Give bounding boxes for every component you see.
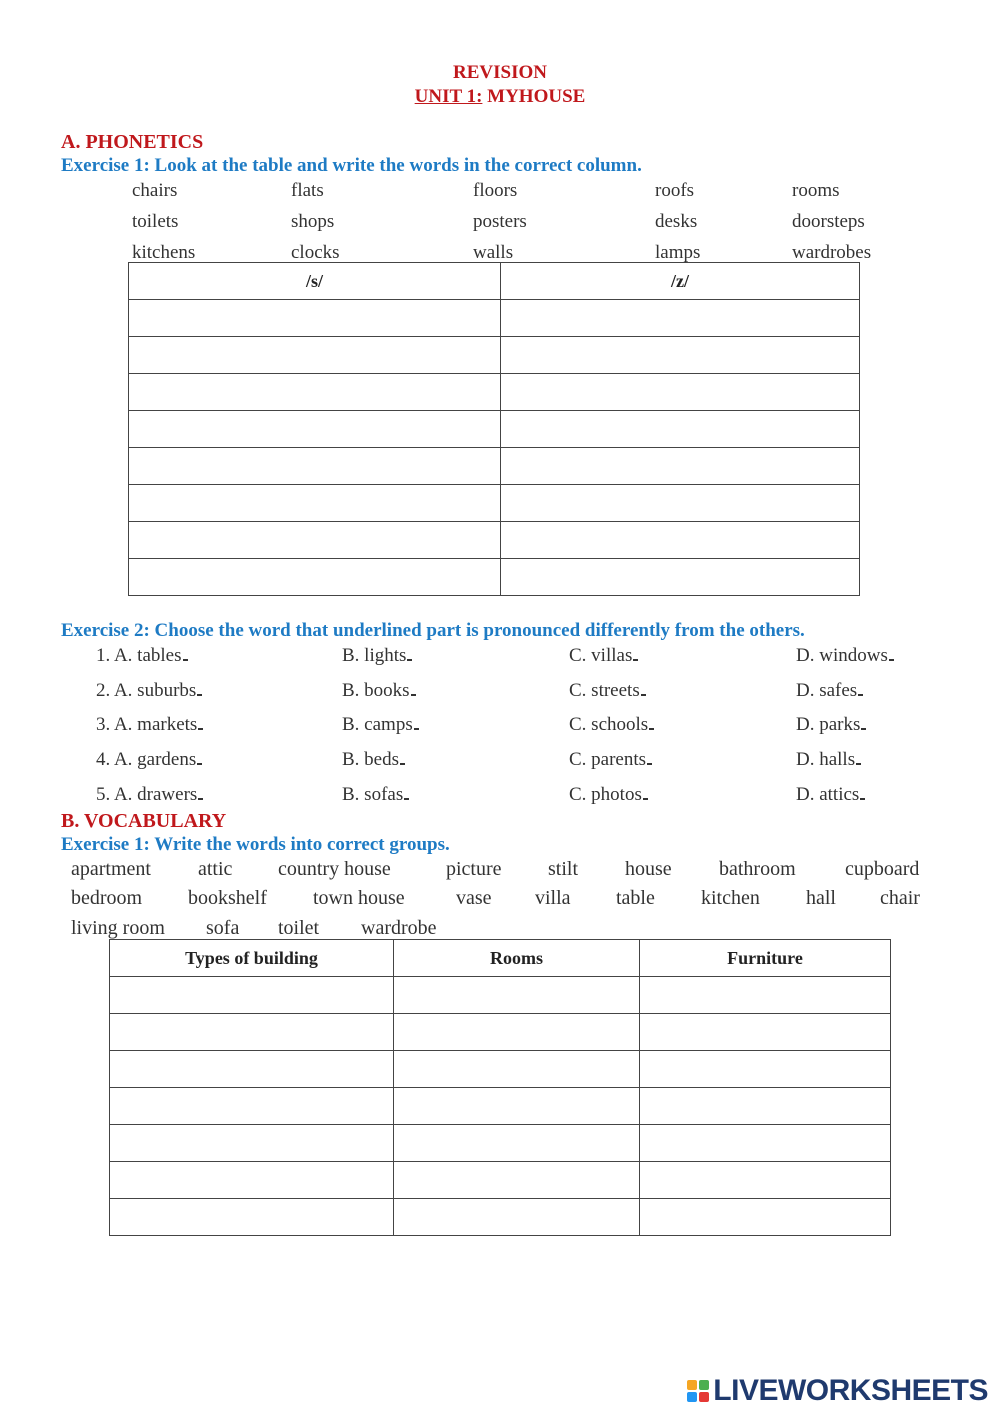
answer-cell-s[interactable]	[129, 448, 501, 485]
answer-cell-rooms[interactable]	[394, 1162, 640, 1199]
answer-row	[129, 337, 860, 374]
answer-cell-rooms[interactable]	[394, 977, 640, 1014]
question-option[interactable]	[796, 784, 865, 806]
underline-mark	[643, 794, 648, 800]
answer-cell-building[interactable]	[110, 1051, 394, 1088]
vocab-word: wardrobe	[361, 917, 437, 939]
word-bank-item: flats	[291, 180, 324, 201]
option-label: B. camps	[342, 714, 413, 736]
underline-mark	[649, 724, 654, 730]
header-rooms: Rooms	[394, 940, 640, 977]
question-option[interactable]	[569, 749, 652, 771]
table-header-row	[110, 940, 891, 977]
underline-mark	[198, 724, 203, 730]
vocab-word: attic	[198, 858, 233, 880]
vocab-word: vase	[456, 887, 492, 909]
vocab-word: table	[616, 887, 655, 909]
word-bank-item: walls	[473, 242, 514, 263]
question-option[interactable]	[342, 749, 405, 771]
header-s: /s/	[129, 263, 501, 300]
question-option[interactable]	[96, 749, 202, 771]
underline-mark	[197, 690, 202, 696]
word-bank-item: toilets	[132, 211, 179, 232]
vocab-word: toilet	[278, 917, 320, 939]
option-label: C. villas	[569, 645, 633, 666]
vocab-word: town house	[313, 887, 405, 909]
answer-row	[129, 559, 860, 596]
answer-cell-z[interactable]	[501, 448, 860, 485]
answer-cell-building[interactable]	[110, 1162, 394, 1199]
option-label: C. streets	[569, 679, 640, 701]
question-option[interactable]	[569, 714, 654, 736]
vocab-word: sofa	[206, 917, 240, 939]
vocab-word: country house	[278, 858, 391, 880]
answer-cell-furniture[interactable]	[640, 1051, 891, 1088]
question-option[interactable]	[569, 645, 638, 667]
answer-row	[110, 1014, 891, 1051]
option-label: B. sofas	[342, 783, 404, 805]
answer-cell-z[interactable]	[501, 300, 860, 337]
question-option[interactable]	[569, 680, 646, 702]
underline-mark	[404, 794, 409, 800]
answer-cell-furniture[interactable]	[640, 1088, 891, 1125]
underline-mark	[861, 724, 866, 730]
answer-cell-z[interactable]	[501, 559, 860, 596]
answer-row	[110, 1051, 891, 1088]
logo-text: LIVEWORKSHEETS	[713, 1374, 988, 1407]
word-bank-item: wardrobes	[792, 242, 872, 263]
header-furniture: Furniture	[640, 940, 891, 977]
option-label: D. attics	[796, 783, 860, 805]
unit-label: UNIT 1:	[414, 86, 483, 107]
answer-row	[129, 522, 860, 559]
answer-cell-s[interactable]	[129, 374, 501, 411]
answer-row	[110, 1199, 891, 1236]
option-label: B. books	[342, 679, 410, 701]
word-bank-item: kitchens	[132, 242, 196, 263]
word-bank-item: clocks	[291, 242, 340, 263]
answer-cell-rooms[interactable]	[394, 1125, 640, 1162]
vocab-word: bookshelf	[188, 887, 267, 909]
answer-row	[110, 1088, 891, 1125]
answer-cell-z[interactable]	[501, 485, 860, 522]
question-option[interactable]	[342, 784, 409, 806]
underline-mark	[400, 759, 405, 765]
question-option[interactable]	[569, 784, 648, 806]
phonetics-answer-table	[128, 262, 860, 596]
answer-cell-furniture[interactable]	[640, 977, 891, 1014]
underline-mark	[641, 690, 646, 696]
underline-mark	[411, 690, 416, 696]
answer-row	[129, 411, 860, 448]
answer-cell-s[interactable]	[129, 300, 501, 337]
answer-row	[129, 448, 860, 485]
vocab-word: bathroom	[719, 858, 796, 880]
answer-cell-furniture[interactable]	[640, 1014, 891, 1051]
answer-cell-s[interactable]	[129, 522, 501, 559]
answer-row	[110, 1125, 891, 1162]
exercise-b1-instruction: Exercise 1: Write the words into correct groups.	[61, 834, 450, 855]
table-header-row	[129, 263, 860, 300]
underline-mark	[889, 655, 894, 661]
vocabulary-answer-table	[109, 939, 891, 1236]
page-title: REVISION	[453, 62, 547, 83]
answer-cell-z[interactable]	[501, 337, 860, 374]
vocab-word: bedroom	[71, 887, 143, 909]
word-bank-item: doorsteps	[792, 211, 865, 232]
option-label: B. lights	[342, 645, 407, 666]
vocab-word: hall	[806, 887, 836, 909]
header-z: /z/	[501, 263, 860, 300]
unit-name: MYHOUSE	[487, 86, 586, 107]
underline-mark	[647, 759, 652, 765]
vocab-word: stilt	[548, 858, 579, 880]
word-bank-item: floors	[473, 180, 518, 201]
underline-mark	[414, 724, 419, 730]
answer-row	[129, 300, 860, 337]
option-label: 4. A. gardens	[96, 749, 197, 771]
option-label: 2. A. suburbs	[96, 679, 197, 701]
underline-mark	[197, 759, 202, 765]
answer-row	[129, 374, 860, 411]
underline-mark	[183, 655, 188, 661]
question-option[interactable]	[796, 714, 866, 736]
question-option[interactable]	[342, 680, 416, 702]
word-bank-item: posters	[473, 211, 527, 232]
underline-mark	[858, 690, 863, 696]
question-option[interactable]	[96, 784, 203, 806]
option-label: C. parents	[569, 749, 647, 771]
underline-mark	[633, 655, 638, 661]
question-option[interactable]	[96, 680, 202, 702]
answer-cell-s[interactable]	[129, 559, 501, 596]
word-bank-item: shops	[291, 211, 335, 232]
answer-cell-rooms[interactable]	[394, 1014, 640, 1051]
option-label: D. parks	[796, 714, 861, 736]
answer-cell-furniture[interactable]	[640, 1162, 891, 1199]
option-label: C. schools	[569, 714, 649, 736]
option-label: B. beds	[342, 749, 399, 771]
vocab-word: living room	[71, 917, 165, 939]
question-option[interactable]	[96, 645, 188, 667]
vocab-word: cupboard	[845, 858, 920, 880]
vocab-word: apartment	[71, 858, 151, 880]
option-label: D. halls	[796, 749, 856, 771]
answer-row	[110, 1162, 891, 1199]
section-b-title: B. VOCABULARY	[61, 810, 227, 832]
answer-cell-z[interactable]	[501, 374, 860, 411]
question-option[interactable]	[796, 680, 863, 702]
answer-cell-rooms[interactable]	[394, 1051, 640, 1088]
unit-title	[0, 86, 1000, 108]
answer-cell-building[interactable]	[110, 1199, 394, 1236]
vocab-word: chair	[880, 887, 920, 909]
option-label: D. windows	[796, 645, 888, 666]
liveworksheets-logo	[687, 1374, 988, 1408]
vocab-word: house	[625, 858, 672, 880]
word-bank-item: desks	[655, 211, 698, 232]
question-option[interactable]	[796, 645, 894, 667]
word-bank-item: rooms	[792, 180, 840, 201]
exercise-a2-instruction: Exercise 2: Choose the word that underlined part is pronounced differently from the others.	[61, 620, 805, 641]
answer-cell-furniture[interactable]	[640, 1199, 891, 1236]
answer-cell-z[interactable]	[501, 411, 860, 448]
section-a-title: A. PHONETICS	[61, 131, 204, 153]
answer-cell-z[interactable]	[501, 522, 860, 559]
answer-row	[110, 977, 891, 1014]
logo-mark-icon	[687, 1380, 709, 1402]
word-bank-item: lamps	[655, 242, 701, 263]
answer-cell-s[interactable]	[129, 411, 501, 448]
option-label: 3. A. markets	[96, 714, 198, 736]
vocab-word: kitchen	[701, 887, 760, 909]
answer-cell-building[interactable]	[110, 1125, 394, 1162]
underline-mark	[856, 759, 861, 765]
underline-mark	[198, 794, 203, 800]
underline-mark	[860, 794, 865, 800]
answer-cell-building[interactable]	[110, 1014, 394, 1051]
underline-mark	[407, 655, 412, 661]
word-bank-item: roofs	[655, 180, 695, 201]
header-types-of-building: Types of building	[110, 940, 394, 977]
answer-cell-s[interactable]	[129, 337, 501, 374]
question-option[interactable]	[796, 749, 861, 771]
option-label: C. photos	[569, 783, 642, 805]
answer-row	[129, 485, 860, 522]
question-option[interactable]	[342, 714, 419, 736]
word-bank-item: chairs	[132, 180, 178, 201]
question-option[interactable]	[342, 645, 412, 667]
answer-cell-furniture[interactable]	[640, 1125, 891, 1162]
option-label: 5. A. drawers	[96, 783, 198, 805]
option-label: D. safes	[796, 679, 858, 701]
option-label: 1. A. tables	[96, 645, 182, 666]
vocab-word: villa	[535, 887, 571, 909]
answer-cell-rooms[interactable]	[394, 1088, 640, 1125]
exercise-a1-instruction: Exercise 1: Look at the table and write the words in the correct column.	[61, 155, 642, 176]
answer-cell-s[interactable]	[129, 485, 501, 522]
vocab-word: picture	[446, 858, 502, 880]
answer-cell-building[interactable]	[110, 1088, 394, 1125]
answer-cell-building[interactable]	[110, 977, 394, 1014]
answer-cell-rooms[interactable]	[394, 1199, 640, 1236]
question-option[interactable]	[96, 714, 203, 736]
